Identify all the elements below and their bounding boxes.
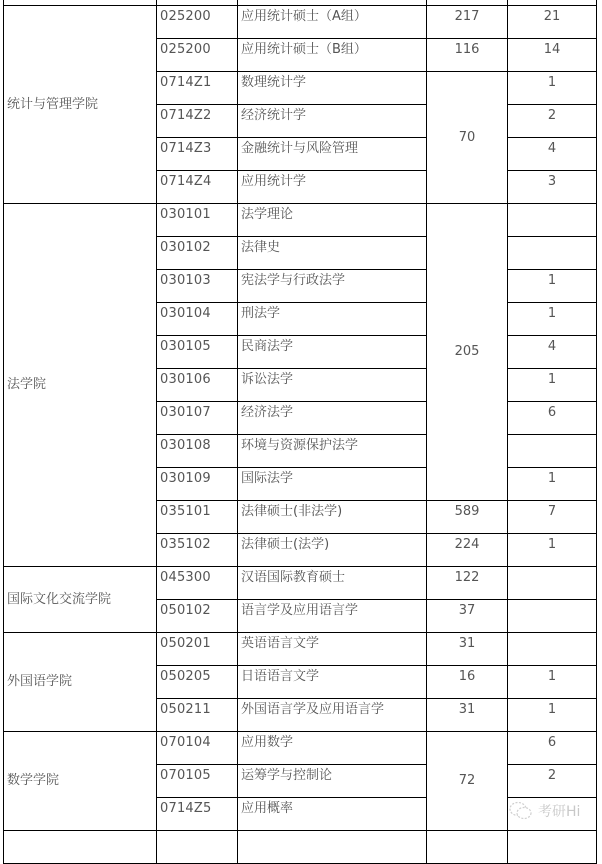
code-cell: 0714Z4 [157,171,238,204]
recommended-cell [508,435,597,468]
admissions-table [3,0,597,864]
code-cell: 050205 [157,666,238,699]
major-cell: 经济法学 [238,402,427,435]
cell [508,831,597,864]
code-cell: 030104 [157,303,238,336]
major-cell: 诉讼法学 [238,369,427,402]
code-cell: 030106 [157,369,238,402]
code-cell: 0714Z1 [157,72,238,105]
recommended-cell: 1 [508,72,597,105]
major-cell: 经济统计学 [238,105,427,138]
table-row [4,633,597,666]
table-row-partial [4,831,597,864]
major-cell: 数理统计学 [238,72,427,105]
table-row [4,6,597,39]
major-cell: 法律史 [238,237,427,270]
recommended-cell: 1 [508,369,597,402]
code-cell: 030101 [157,204,238,237]
major-cell: 应用统计硕士（B组） [238,39,427,72]
recommended-cell: 4 [508,336,597,369]
code-cell: 030108 [157,435,238,468]
recommended-cell: 6 [508,402,597,435]
code-cell: 030102 [157,237,238,270]
code-cell: 030109 [157,468,238,501]
code-cell: 050201 [157,633,238,666]
department-cell: 统计与管理学院 [4,6,157,204]
code-cell: 030105 [157,336,238,369]
major-cell: 法律硕士(法学) [238,534,427,567]
applicants-cell: 224 [427,534,508,567]
applicants-cell: 205 [427,204,508,501]
cell [4,831,157,864]
applicants-cell: 31 [427,699,508,732]
recommended-cell: 1 [508,303,597,336]
applicants-cell: 122 [427,567,508,600]
recommended-cell [508,600,597,633]
recommended-cell: 7 [508,501,597,534]
code-cell: 0714Z2 [157,105,238,138]
code-cell: 035102 [157,534,238,567]
cell [238,831,427,864]
recommended-cell: 1 [508,468,597,501]
major-cell: 汉语国际教育硕士 [238,567,427,600]
code-cell: 070105 [157,765,238,798]
recommended-cell [508,567,597,600]
watermark-text: 考研Hi [538,804,581,820]
recommended-cell: 6 [508,732,597,765]
code-cell: 0714Z3 [157,138,238,171]
major-cell: 日语语言文学 [238,666,427,699]
major-cell: 国际法学 [238,468,427,501]
major-cell: 民商法学 [238,336,427,369]
applicants-cell: 217 [427,6,508,39]
code-cell: 030103 [157,270,238,303]
code-cell: 050211 [157,699,238,732]
department-cell: 法学院 [4,204,157,567]
code-cell: 025200 [157,39,238,72]
recommended-cell: 14 [508,39,597,72]
code-cell: 030107 [157,402,238,435]
major-cell: 法学理论 [238,204,427,237]
major-cell: 外国语言学及应用语言学 [238,699,427,732]
recommended-cell: 4 [508,138,597,171]
recommended-cell: 3 [508,171,597,204]
code-cell: 070104 [157,732,238,765]
major-cell: 金融统计与风险管理 [238,138,427,171]
major-cell: 应用数学 [238,732,427,765]
major-cell: 语言学及应用语言学 [238,600,427,633]
applicants-cell: 116 [427,39,508,72]
cell [427,831,508,864]
recommended-cell: 1 [508,534,597,567]
cell [157,831,238,864]
major-cell: 宪法学与行政法学 [238,270,427,303]
recommended-cell: 1 [508,699,597,732]
recommended-cell: 21 [508,6,597,39]
table-container [3,0,597,864]
applicants-cell: 31 [427,633,508,666]
applicants-cell: 37 [427,600,508,633]
applicants-cell: 16 [427,666,508,699]
table-row [4,732,597,765]
recommended-cell: 2 [508,105,597,138]
wechat-icon [508,800,534,822]
code-cell: 025200 [157,6,238,39]
applicants-cell: 72 [427,732,508,831]
department-cell: 国际文化交流学院 [4,567,157,633]
recommended-cell: 1 [508,270,597,303]
code-cell: 045300 [157,567,238,600]
code-cell: 050102 [157,600,238,633]
department-cell: 外国语学院 [4,633,157,732]
recommended-cell [508,204,597,237]
major-cell: 环境与资源保护法学 [238,435,427,468]
watermark [508,800,580,822]
major-cell: 应用概率 [238,798,427,831]
major-cell: 英语语言文学 [238,633,427,666]
recommended-cell: 1 [508,666,597,699]
recommended-cell [508,633,597,666]
recommended-cell [508,237,597,270]
department-cell: 数学学院 [4,732,157,831]
code-cell: 0714Z5 [157,798,238,831]
applicants-cell: 70 [427,72,508,204]
major-cell: 运筹学与控制论 [238,765,427,798]
recommended-cell: 2 [508,765,597,798]
applicants-cell: 589 [427,501,508,534]
table-row [4,204,597,237]
major-cell: 应用统计硕士（A组） [238,6,427,39]
table-row [4,567,597,600]
major-cell: 法律硕士(非法学) [238,501,427,534]
major-cell: 刑法学 [238,303,427,336]
major-cell: 应用统计学 [238,171,427,204]
code-cell: 035101 [157,501,238,534]
